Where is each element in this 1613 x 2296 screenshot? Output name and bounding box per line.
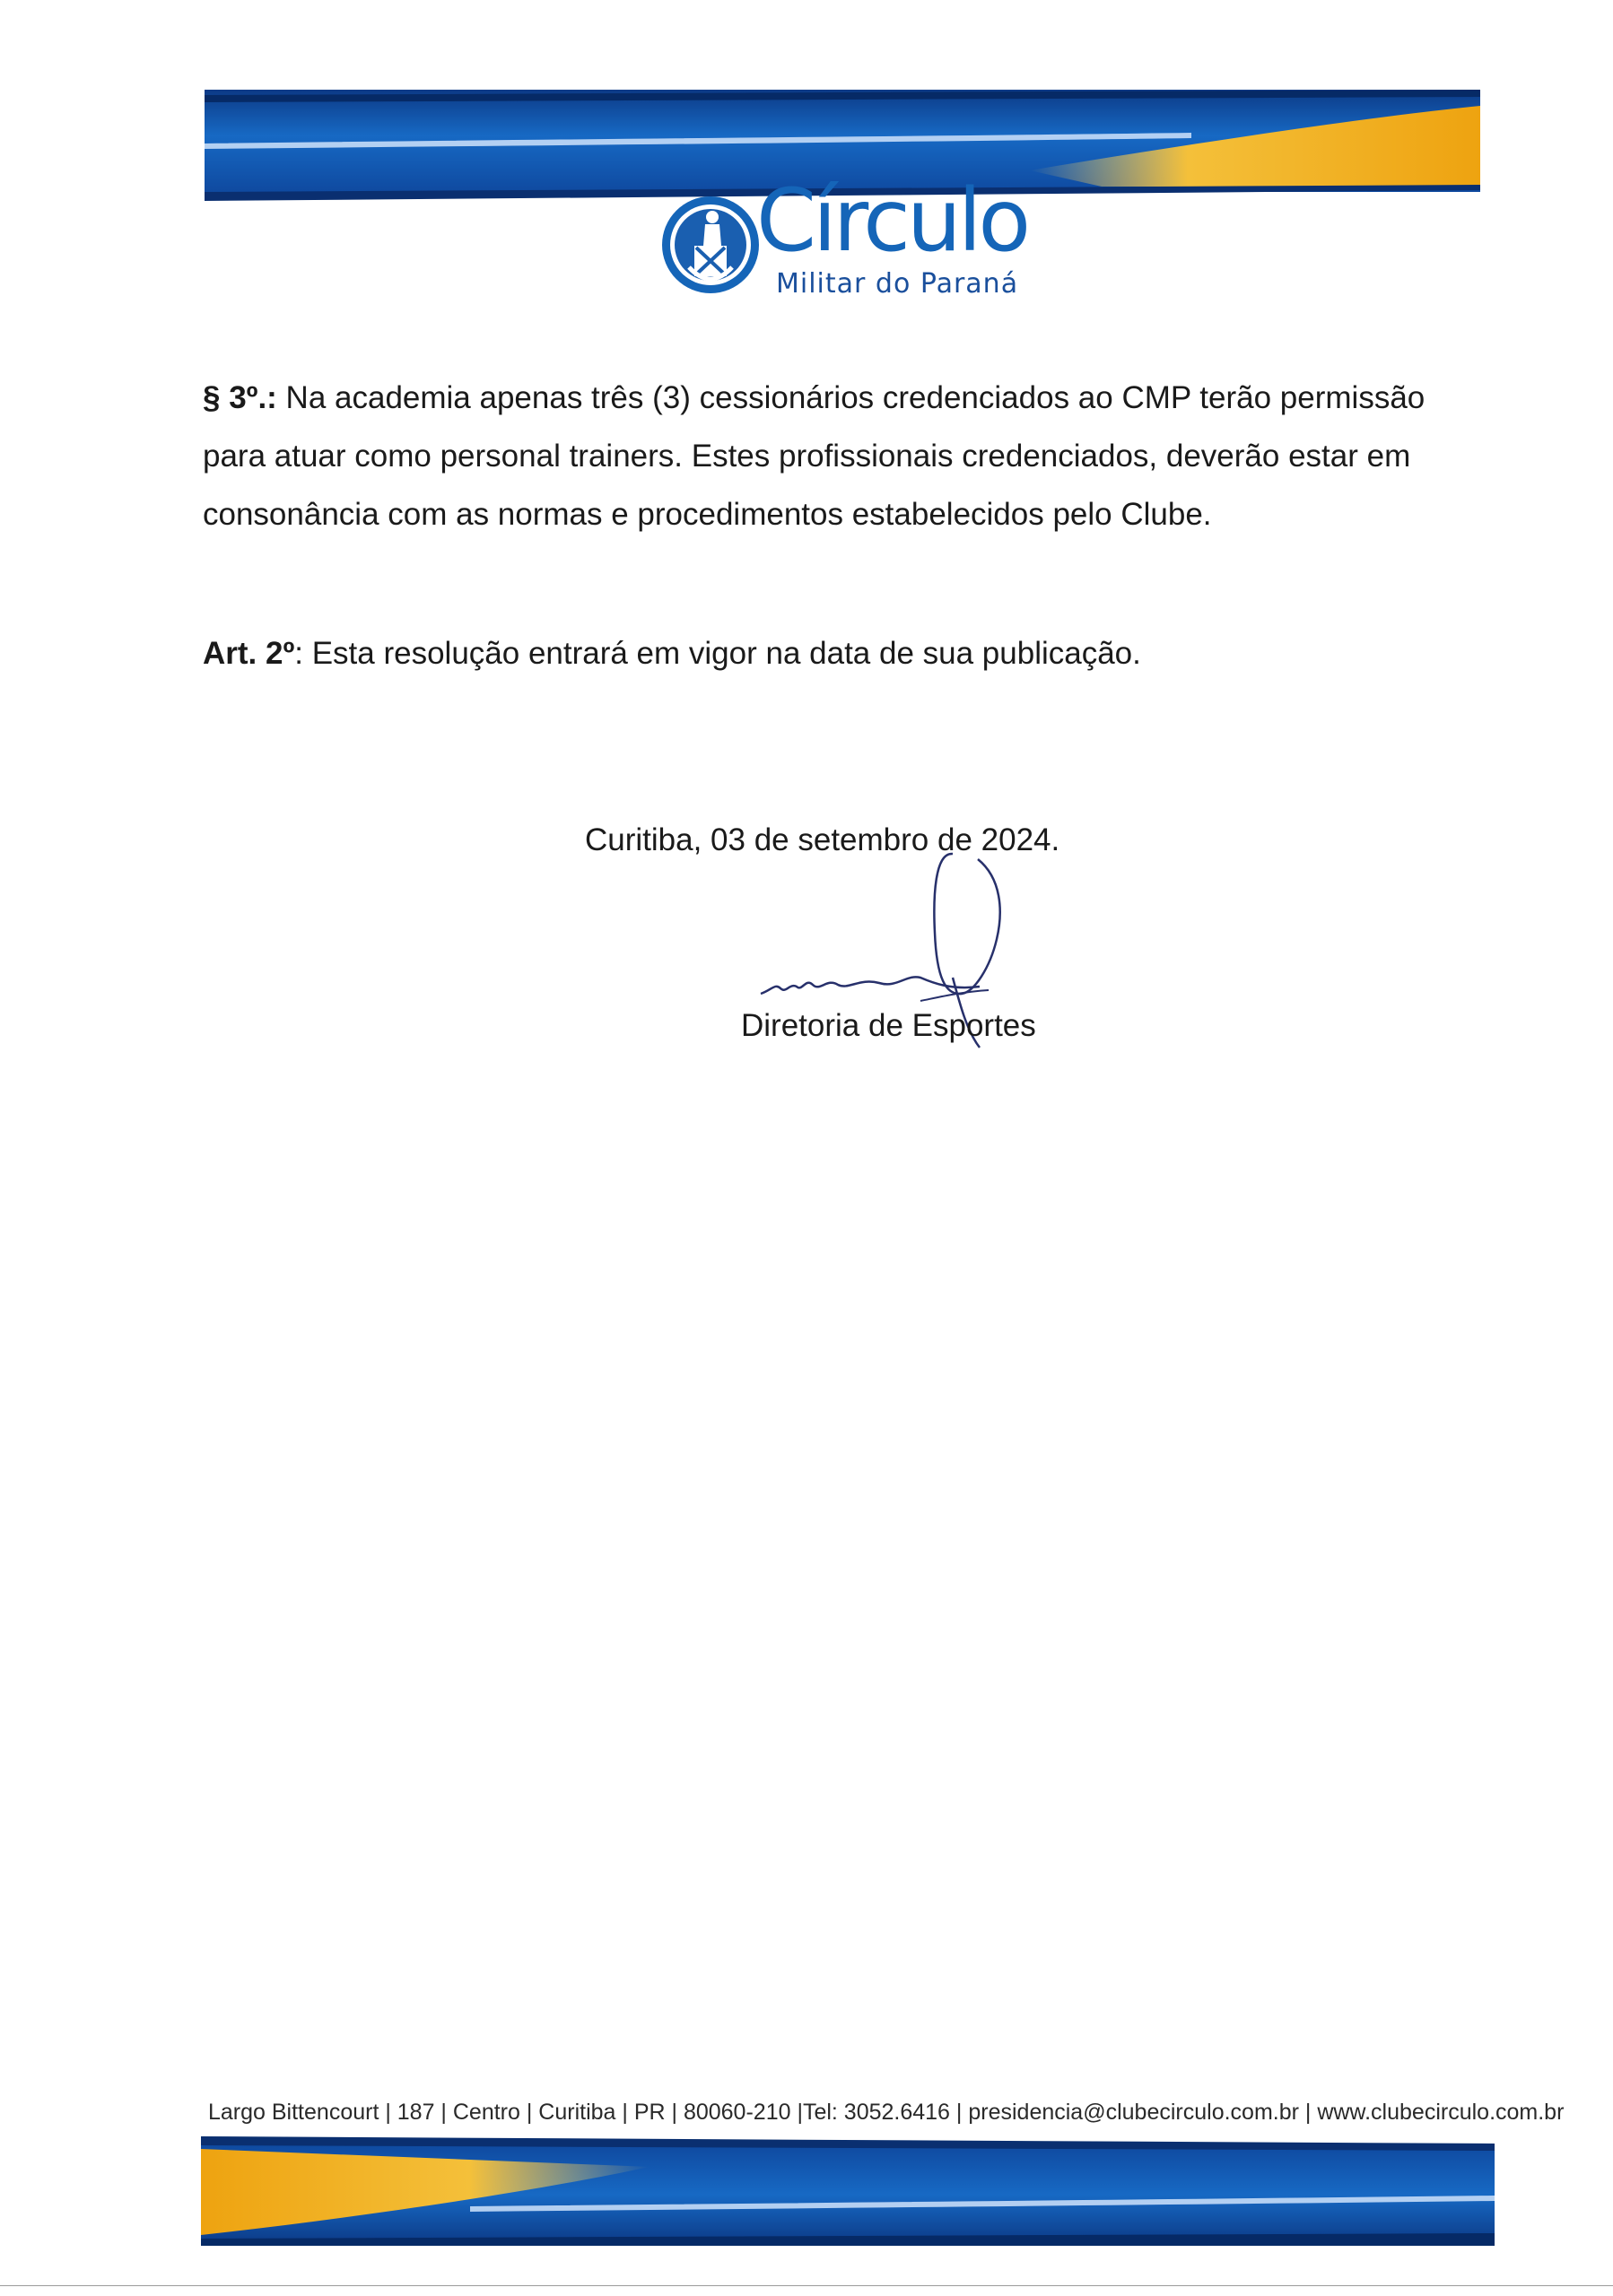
article-2-label: Art. 2º: [203, 636, 295, 671]
paragraph-3-label: § 3º.:: [203, 380, 277, 415]
club-logo: [662, 170, 1028, 307]
date-line: Curitiba, 03 de setembro de 2024.: [585, 822, 1060, 857]
paragraph-3: [203, 369, 1477, 544]
page-bottom-edge: [0, 2285, 1613, 2286]
signatory: Diretoria de Esportes: [741, 1008, 1036, 1043]
paragraph-3-text: Na academia apenas três (3) cessionários credenciados ao CMP terão permissão para atuar como personal trainers. Estes profissionais credenciados, deverão estar em consonância com as normas e procedimentos estabelecidos pelo Clube.: [203, 380, 1426, 532]
logo-wordmark: Círculo: [756, 170, 1028, 271]
footer-banner: [201, 2136, 1495, 2246]
article-2: [203, 624, 1477, 683]
footer-address: Largo Bittencourt | 187 | Centro | Curitiba | PR | 80060-210 |Tel: 3052.6416 | presidencia@clubecirculo.com.br | www.clubecirculo.com.br: [208, 2100, 1565, 2125]
article-2-text: : Esta resolução entrará em vigor na data de sua publicação.: [294, 636, 1141, 671]
club-emblem-icon: [662, 190, 759, 300]
logo-subtitle: Militar do Paraná: [776, 268, 1019, 300]
